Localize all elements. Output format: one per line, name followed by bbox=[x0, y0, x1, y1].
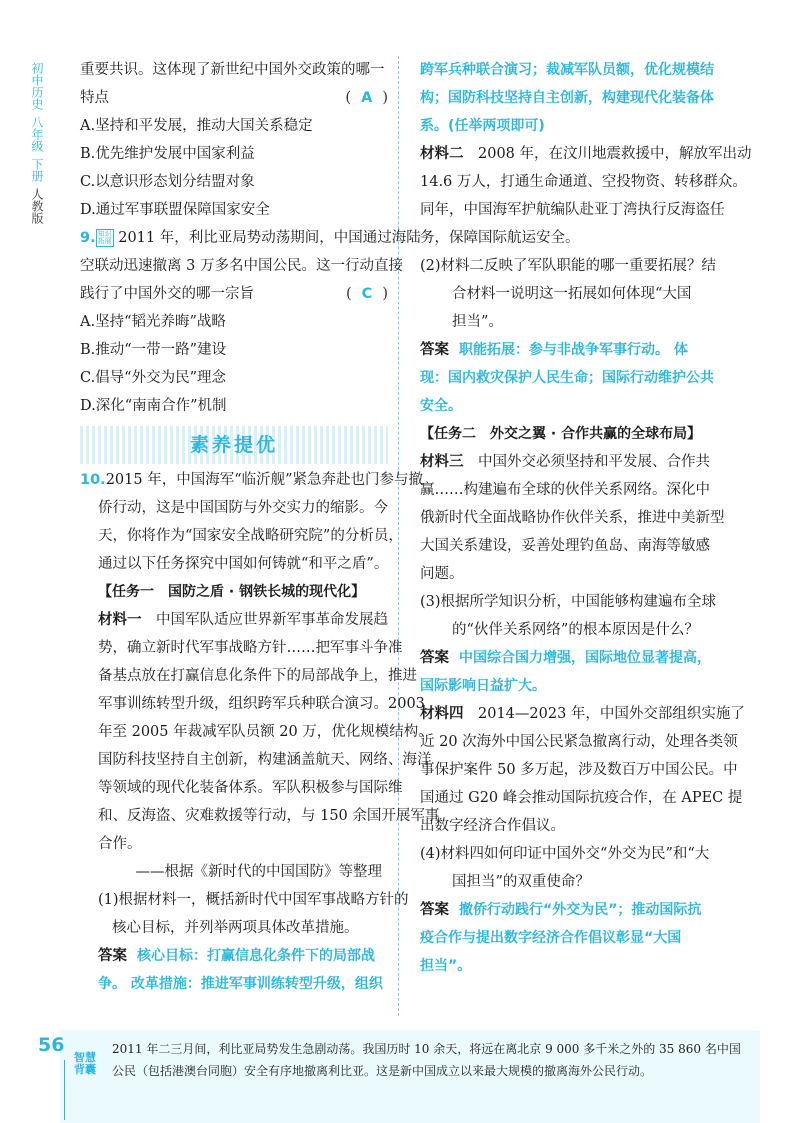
mat4-line: 事保护案件 50 多万起，涉及数百万中国公民。中 bbox=[420, 762, 738, 778]
q8-option: A.坚持和平发展，推动大国关系稳定 bbox=[80, 118, 313, 134]
answer-label: 答案 bbox=[420, 650, 449, 666]
q10-line: 侨行动，这是中国国防与外交实力的缩影。今 bbox=[98, 500, 388, 516]
a4-line: 疫合作与提出数字经济合作倡议彰显“大国 bbox=[420, 930, 682, 946]
q9-option: A.坚持“韬光养晦”战略 bbox=[80, 314, 226, 330]
q8-answer: A bbox=[361, 90, 373, 106]
mat4-line: 出数字经济合作倡议。 bbox=[420, 818, 565, 834]
mat3-line: 赢……构建遍布全球的伙伴关系网络。深化中 bbox=[420, 482, 710, 498]
a2-line: 安全。 bbox=[420, 398, 462, 414]
left-column bbox=[80, 56, 440, 998]
task1-heading: 【任务一 国防之盾 · 钢铁长城的现代化】 bbox=[98, 584, 366, 600]
badge-line: 智慧 bbox=[74, 1051, 96, 1064]
q10-line: 天，你将作为“国家安全战略研究院”的分析员， bbox=[98, 528, 403, 544]
mat4-label: 材料四 bbox=[420, 706, 464, 722]
mat3-line: 问题。 bbox=[420, 566, 464, 582]
q9-line-end bbox=[80, 280, 388, 308]
footer-note-line: 2011 年二三月间，利比亚局势发生急剧动荡。我国历时 10 余天，将远在离北京 9 000 多千米之外的 35 860 名中国 bbox=[112, 1042, 741, 1056]
q8-line: 特点 bbox=[80, 90, 109, 106]
sidebar-labels bbox=[30, 62, 48, 230]
q9-option: B.推动“一带一路”建设 bbox=[80, 342, 227, 358]
mat1-line: 备基点放在打赢信息化条件下的局部战争上，推进 bbox=[98, 668, 417, 684]
q9-line: 空联动迅速撤离 3 万多名中国公民。这一行动直接 bbox=[80, 258, 403, 274]
section-banner-title: 素养提优 bbox=[189, 434, 279, 456]
a4-line bbox=[420, 896, 760, 924]
q8-line: 重要共识。这体现了新世纪中国外交政策的哪一 bbox=[80, 62, 385, 78]
q9-text: 2011 年，利比亚局势动荡期间，中国通过海陆 bbox=[118, 230, 421, 246]
sidebar-volume: 下册 bbox=[30, 158, 44, 182]
wisdom-badge bbox=[70, 1052, 100, 1076]
q4-line: (4)材料四如何印证中国外交“外交为民”和“大 bbox=[420, 846, 710, 862]
a3-line bbox=[420, 644, 760, 672]
footer-note bbox=[112, 1038, 752, 1082]
q9-option: D.深化“南南合作”机制 bbox=[80, 398, 227, 414]
mat2-label: 材料二 bbox=[420, 146, 464, 162]
mat1-line: 等领域的现代化装备体系。军队积极参与国际维 bbox=[98, 780, 403, 796]
answer-label: 答案 bbox=[98, 948, 127, 964]
q10-line bbox=[80, 466, 424, 494]
mat2-line: 务，保障国际航运安全。 bbox=[420, 230, 580, 246]
q3-line: 的“伙伴关系网络”的根本原因是什么？ bbox=[452, 622, 699, 638]
q2-line: 担当”。 bbox=[452, 314, 503, 330]
a2-text: 职能拓展：参与非战争军事行动。 体 bbox=[459, 342, 688, 358]
mat1-source: ——根据《新时代的中国国防》等整理 bbox=[135, 864, 382, 880]
a2-line bbox=[420, 336, 760, 364]
sidebar-grade: 八年级 bbox=[30, 116, 44, 152]
q9-answer-bracket: ( C ) bbox=[346, 286, 388, 302]
mat3-line: 大国关系建设，妥善处理钓鱼岛、南海等敏感 bbox=[420, 538, 710, 554]
mat1-line: 年至 2005 年裁减军队员额 20 万，优化规模结构。 bbox=[98, 724, 433, 740]
answer-label: 答案 bbox=[420, 342, 449, 358]
a1-line: 构；国防科技坚持自主创新，构建现代化装备体 bbox=[420, 90, 714, 106]
q1-line: 核心目标，并列举两项具体改革措施。 bbox=[112, 920, 359, 936]
q1-line: (1)根据材料一，概括新时代中国军事战略方针的 bbox=[98, 892, 409, 908]
footer-note-box bbox=[38, 1030, 760, 1123]
mat1-line: 合作。 bbox=[98, 836, 142, 852]
mat4-text: 2014—2023 年，中国外交部组织实施了 bbox=[478, 706, 745, 722]
q2-line: (2)材料二反映了军队职能的哪一重要拓展？结 bbox=[420, 258, 717, 274]
a1-line: 争。 改革措施：推进军事训练转型升级，组织 bbox=[98, 976, 383, 992]
q8-answer-bracket: ( A ) bbox=[345, 90, 388, 106]
a4-line: 担当”。 bbox=[420, 958, 472, 974]
mat2-line bbox=[420, 140, 760, 168]
sidebar-edition: 人教版 bbox=[30, 188, 44, 224]
knowledge-extension-tag: 知识 拓展 bbox=[97, 230, 112, 245]
a1-line: 系。(任举两项即可) bbox=[420, 118, 545, 134]
q3-line: (3)根据所学知识分析，中国能够构建遍布全球 bbox=[420, 594, 717, 610]
badge-line: 背囊 bbox=[74, 1063, 96, 1076]
mat4-line bbox=[420, 700, 760, 728]
q9-answer: C bbox=[361, 286, 373, 302]
a3-line: 国际影响日益扩大。 bbox=[420, 678, 546, 694]
mat1-line bbox=[80, 606, 388, 634]
a1-line: 跨军兵种联合演习；裁减军队员额，优化规模结 bbox=[420, 62, 714, 78]
page-number: 56 bbox=[38, 1034, 65, 1056]
mat3-line bbox=[420, 448, 760, 476]
a3-text: 中国综合国力增强，国际地位显著提高， bbox=[459, 650, 711, 666]
mat1-label: 材料一 bbox=[98, 612, 142, 628]
task2-heading: 【任务二 外交之翼 · 合作共赢的全球布局】 bbox=[420, 426, 702, 442]
q10-line: 通过以下任务探究中国如何铸就“和平之盾”。 bbox=[98, 556, 389, 572]
q9-line: 践行了中国外交的哪一宗旨 bbox=[80, 286, 254, 302]
footer-note-line: 公民（包括港澳台同胞）安全有序地撤离利比亚。这是新中国成立以来最大规模的撤离海外公民行动。 bbox=[112, 1064, 653, 1078]
q8-line-end bbox=[80, 84, 388, 112]
a1-line bbox=[80, 942, 388, 970]
mat4-line: 近 20 次海外中国公民紧急撤离行动，处理各类领 bbox=[420, 734, 738, 750]
footer-rule bbox=[64, 1060, 65, 1120]
section-banner bbox=[80, 426, 388, 464]
right-column bbox=[420, 56, 760, 980]
q9-number: 9. bbox=[80, 230, 96, 246]
mat1-text: 中国军队适应世界新军事革命发展趋 bbox=[156, 612, 388, 628]
mat2-line: 14.6 万人，打通生命通道、空投物资、转移群众。 bbox=[420, 174, 747, 190]
mat4-line: 国通过 G20 峰会推动国际抗疫合作，在 APEC 提 bbox=[420, 790, 743, 806]
q9-option: C.倡导“外交为民”理念 bbox=[80, 370, 227, 386]
mat1-line: 国防科技坚持自主创新，构建涵盖航天、网络、海洋 bbox=[98, 752, 432, 768]
mat3-line: 俄新时代全面战略协作伙伴关系，推进中美新型 bbox=[420, 510, 725, 526]
q8-option: D.通过军事联盟保障国家安全 bbox=[80, 202, 270, 218]
mat3-text: 中国外交必须坚持和平发展、合作共 bbox=[478, 454, 710, 470]
mat3-label: 材料三 bbox=[420, 454, 464, 470]
mat1-line: 势，确立新时代军事战略方针……把军事斗争准 bbox=[98, 640, 403, 656]
q2-line: 合材料一说明这一拓展如何体现“大国 bbox=[452, 286, 692, 302]
q10-number: 10. bbox=[80, 472, 106, 488]
mat2-text: 2008 年，在汶川地震救援中，解放军出动 bbox=[478, 146, 752, 162]
q8-option: B.优先维护发展中国家利益 bbox=[80, 146, 255, 162]
mat1-line: 和、反海盗、灾难救援等行动，与 150 余国开展军事 bbox=[98, 808, 440, 824]
sidebar-subject: 初中历史 bbox=[30, 62, 44, 110]
q8-option: C.以意识形态划分结盟对象 bbox=[80, 174, 255, 190]
mat1-line: 军事训练转型升级，组织跨军兵种联合演习。2003 bbox=[98, 696, 425, 712]
a1-text: 核心目标：打赢信息化条件下的局部战 bbox=[137, 948, 375, 964]
a2-line: 现：国内救灾保护人民生命；国际行动维护公共 bbox=[420, 370, 714, 386]
a4-text: 撤侨行动践行“外交为民”；推动国际抗 bbox=[459, 902, 702, 918]
q9-line bbox=[80, 224, 421, 252]
q10-text: 2015 年，中国海军“临沂舰”紧急奔赴也门参与撤 bbox=[105, 472, 424, 488]
mat2-line: 同年，中国海军护航编队赴亚丁湾执行反海盗任 bbox=[420, 202, 725, 218]
answer-label: 答案 bbox=[420, 902, 449, 918]
q4-line: 国担当”的双重使命？ bbox=[452, 874, 590, 890]
